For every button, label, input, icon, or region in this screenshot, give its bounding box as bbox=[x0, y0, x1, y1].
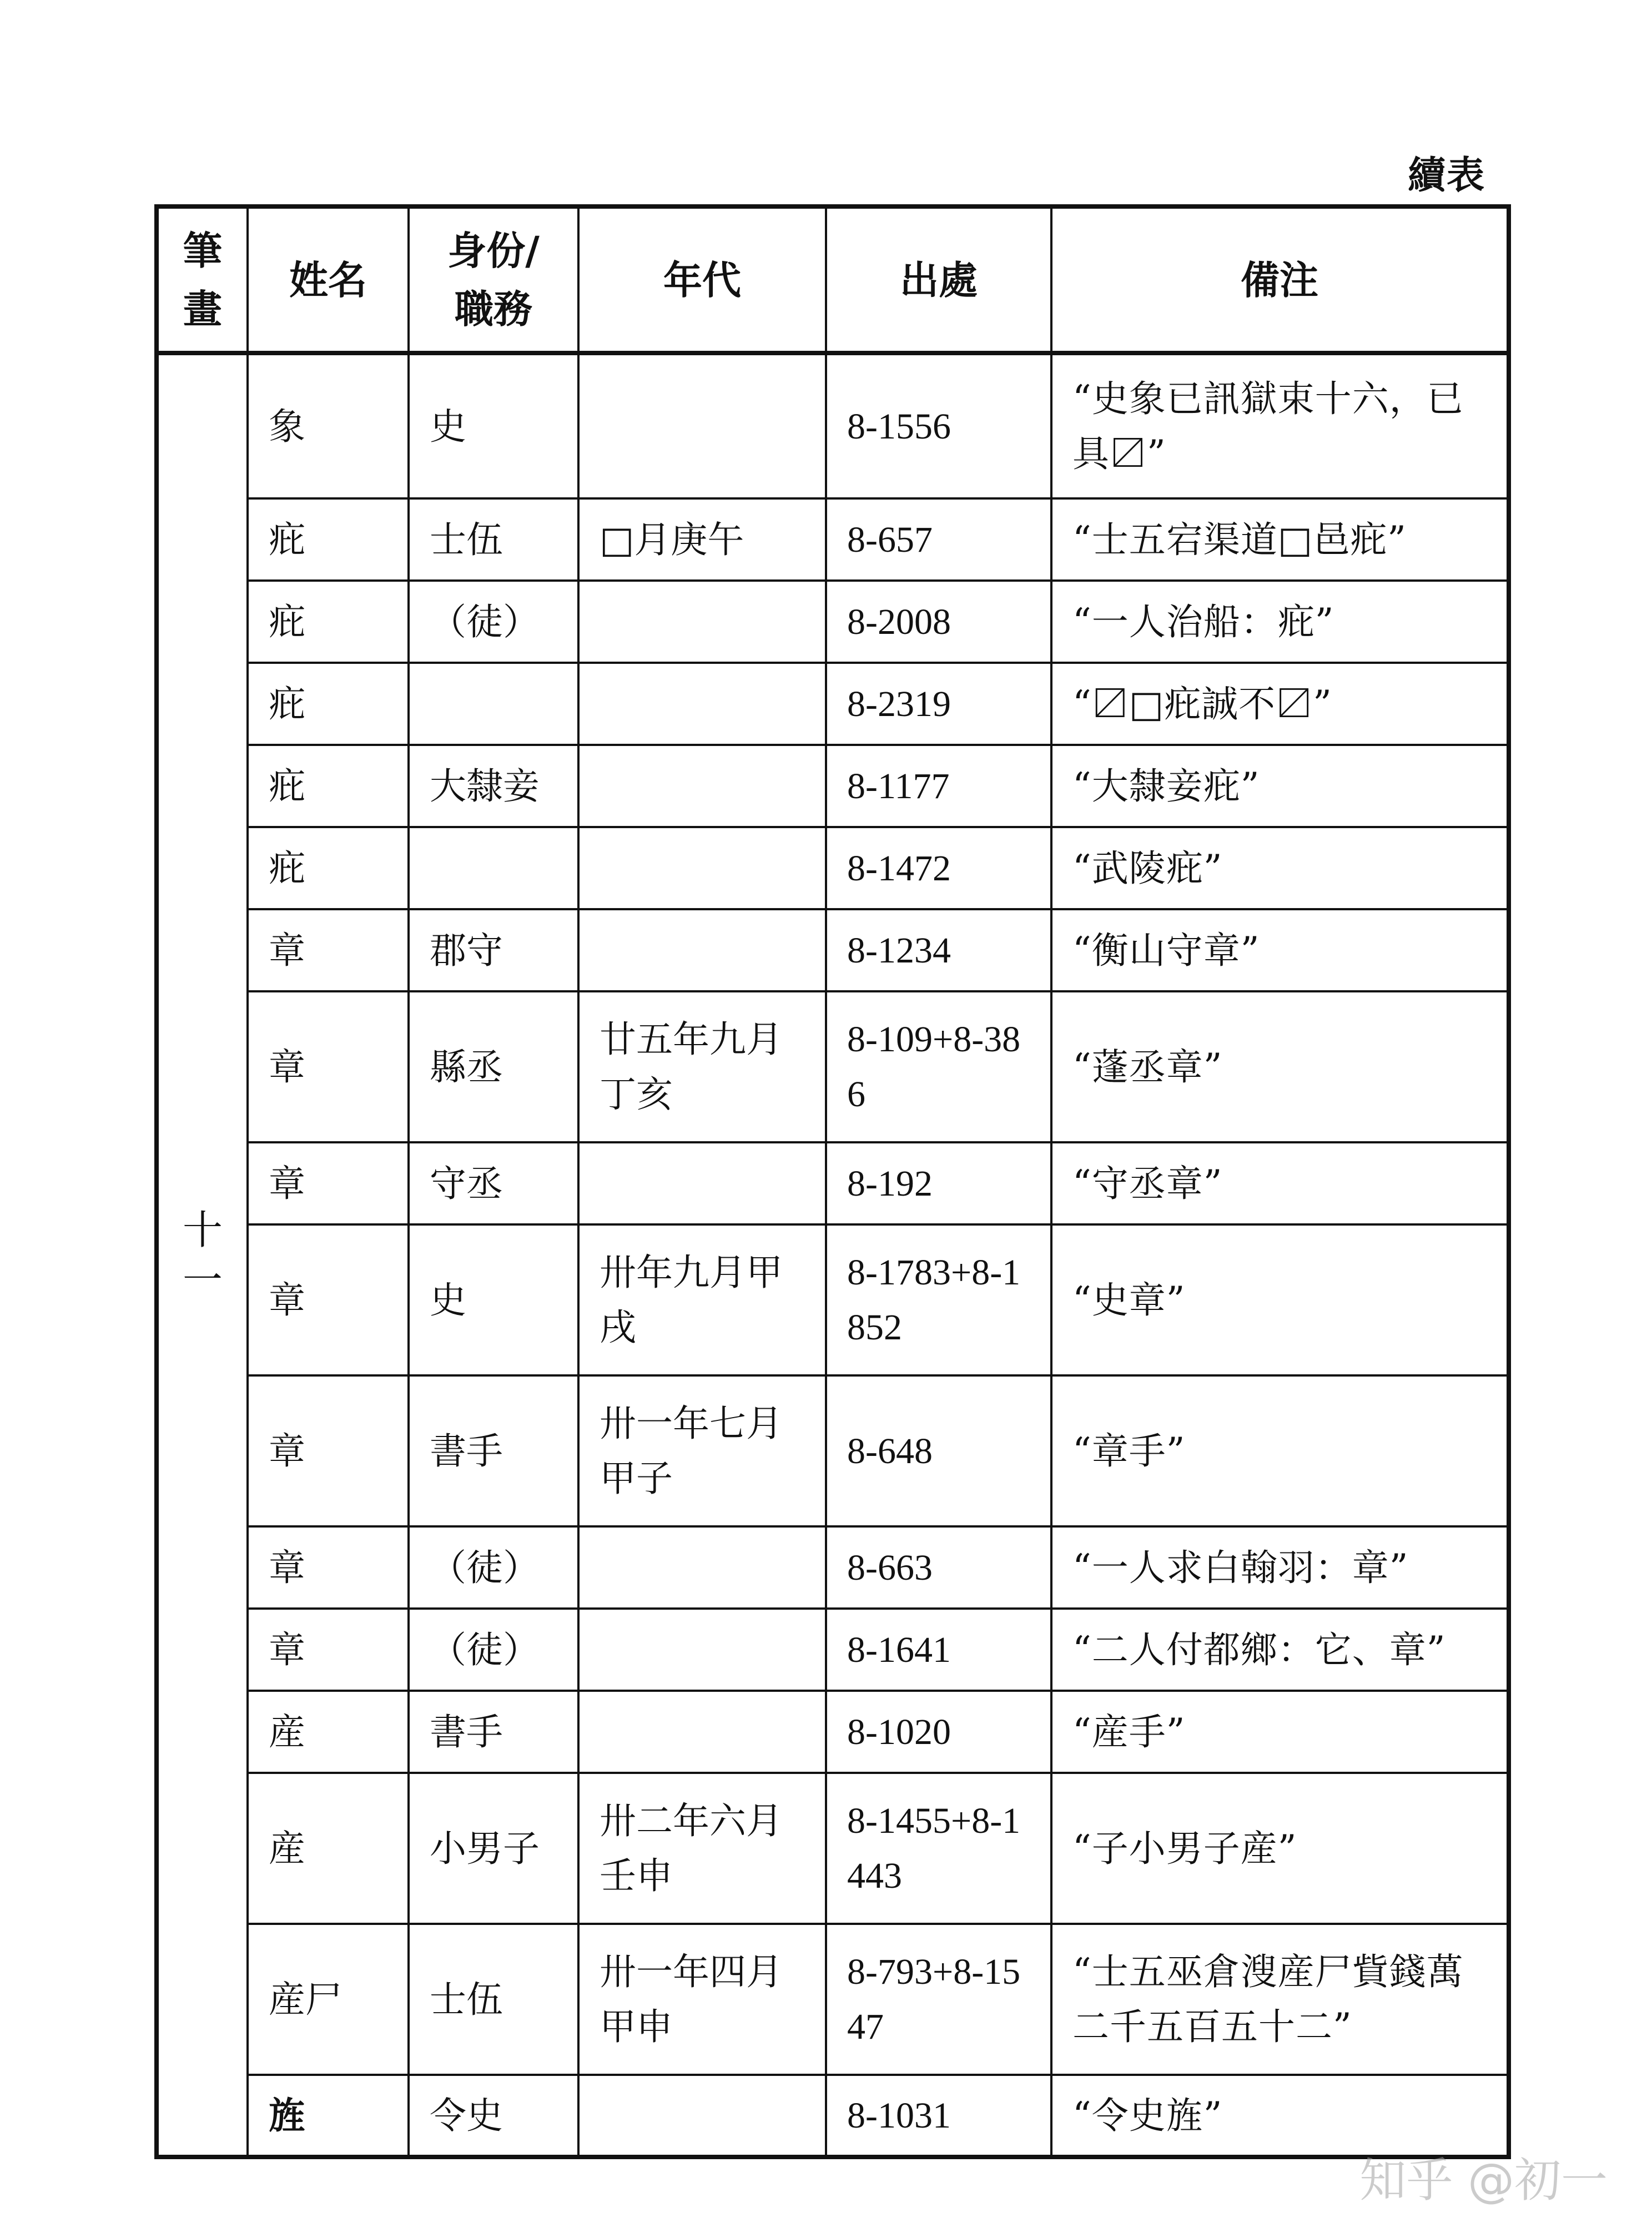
source-cell: 8-2008 bbox=[826, 581, 1051, 663]
table-row bbox=[157, 1142, 1509, 1224]
table-row bbox=[157, 827, 1509, 909]
remarks-cell: “一人求白翰羽：章” bbox=[1051, 1526, 1509, 1609]
identity-cell: 書手 bbox=[409, 1375, 578, 1526]
table-row bbox=[157, 1691, 1509, 1773]
remarks-cell: “蓬丞章” bbox=[1051, 991, 1509, 1142]
header-remarks: 備注 bbox=[1051, 206, 1509, 353]
name-cell: 章 bbox=[248, 1224, 409, 1375]
date-cell: □月庚午 bbox=[578, 498, 826, 581]
identity-cell: 書手 bbox=[409, 1691, 578, 1773]
identity-cell: 縣丞 bbox=[409, 991, 578, 1142]
remarks-cell: “子小男子産” bbox=[1051, 1773, 1509, 1924]
table-row bbox=[157, 581, 1509, 663]
header-identity: 身份/職務 bbox=[409, 206, 578, 353]
table-row bbox=[157, 1526, 1509, 1609]
source-cell: 8-2319 bbox=[826, 663, 1051, 745]
table-row bbox=[157, 1375, 1509, 1526]
name-cell: 象 bbox=[248, 353, 409, 498]
name-cell: 産尸 bbox=[248, 1924, 409, 2075]
identity-cell: 士伍 bbox=[409, 1924, 578, 2075]
stroke-count-cell bbox=[157, 353, 248, 2157]
source-cell: 8-1556 bbox=[826, 353, 1051, 498]
name-cell: 章 bbox=[248, 1526, 409, 1609]
source-cell: 8-1783+8-1852 bbox=[826, 1224, 1051, 1375]
source-cell: 8-1641 bbox=[826, 1609, 1051, 1691]
source-cell: 8-1234 bbox=[826, 909, 1051, 991]
name-cell: 疪 bbox=[248, 581, 409, 663]
table-row bbox=[157, 498, 1509, 581]
identity-cell: 士伍 bbox=[409, 498, 578, 581]
identity-cell: 小男子 bbox=[409, 1773, 578, 1924]
remarks-cell: “士五巫倉溲産尸貲錢萬二千五百五十二” bbox=[1051, 1924, 1509, 2075]
identity-cell: 史 bbox=[409, 353, 578, 498]
name-cell: 章 bbox=[248, 909, 409, 991]
name-cell: 疪 bbox=[248, 498, 409, 581]
date-cell bbox=[578, 2075, 826, 2157]
table-body bbox=[157, 353, 1509, 2157]
source-cell: 8-192 bbox=[826, 1142, 1051, 1224]
date-cell bbox=[578, 745, 826, 827]
source-cell: 8-1472 bbox=[826, 827, 1051, 909]
header-name: 姓名 bbox=[248, 206, 409, 353]
remarks-cell: “史章” bbox=[1051, 1224, 1509, 1375]
remarks-cell: “史象已訊獄束十六，已具〼” bbox=[1051, 353, 1509, 498]
name-cell: 疪 bbox=[248, 745, 409, 827]
remarks-cell: “士五宕渠道□邑疪” bbox=[1051, 498, 1509, 581]
identity-cell: 令史 bbox=[409, 2075, 578, 2157]
remarks-cell: “二人付都鄉：它、章” bbox=[1051, 1609, 1509, 1691]
identity-cell: （徒） bbox=[409, 581, 578, 663]
source-cell: 8-663 bbox=[826, 1526, 1051, 1609]
remarks-cell: “衡山守章” bbox=[1051, 909, 1509, 991]
watermark: 知乎 @初一 bbox=[1359, 2153, 1608, 2207]
remarks-cell: “〼□疪誠不〼” bbox=[1051, 663, 1509, 745]
header-date: 年代 bbox=[578, 206, 826, 353]
identity-cell: （徒） bbox=[409, 1526, 578, 1609]
source-cell: 8-657 bbox=[826, 498, 1051, 581]
date-cell bbox=[578, 1142, 826, 1224]
table-row bbox=[157, 663, 1509, 745]
date-cell bbox=[578, 909, 826, 991]
header-strokes: 筆畫 bbox=[157, 206, 248, 353]
source-cell: 8-1177 bbox=[826, 745, 1051, 827]
table-row bbox=[157, 1609, 1509, 1691]
identity-cell bbox=[409, 663, 578, 745]
remarks-cell: “産手” bbox=[1051, 1691, 1509, 1773]
date-cell bbox=[578, 1526, 826, 1609]
identity-cell: （徒） bbox=[409, 1609, 578, 1691]
date-cell bbox=[578, 353, 826, 498]
date-cell: 廿五年九月丁亥 bbox=[578, 991, 826, 1142]
name-cell: 疪 bbox=[248, 827, 409, 909]
table-row bbox=[157, 1924, 1509, 2075]
name-cell: 産 bbox=[248, 1773, 409, 1924]
table-row bbox=[157, 1773, 1509, 1924]
date-cell: 卅二年六月壬申 bbox=[578, 1773, 826, 1924]
name-cell: 産 bbox=[248, 1691, 409, 1773]
source-cell: 8-1020 bbox=[826, 1691, 1051, 1773]
table-row bbox=[157, 909, 1509, 991]
identity-cell: 史 bbox=[409, 1224, 578, 1375]
table-row bbox=[157, 1224, 1509, 1375]
name-cell: 章 bbox=[248, 1142, 409, 1224]
source-cell: 8-1031 bbox=[826, 2075, 1051, 2157]
identity-cell: 郡守 bbox=[409, 909, 578, 991]
source-cell: 8-1455+8-1443 bbox=[826, 1773, 1051, 1924]
date-cell bbox=[578, 663, 826, 745]
identity-cell: 大隸妾 bbox=[409, 745, 578, 827]
date-cell: 卅年九月甲戌 bbox=[578, 1224, 826, 1375]
remarks-cell: “大隸妾疪” bbox=[1051, 745, 1509, 827]
table-row bbox=[157, 2075, 1509, 2157]
date-cell bbox=[578, 827, 826, 909]
remarks-cell: “武陵疪” bbox=[1051, 827, 1509, 909]
header-row bbox=[157, 206, 1509, 353]
continued-label: 續表 bbox=[1407, 153, 1485, 198]
name-cell: 疪 bbox=[248, 663, 409, 745]
name-cell: 章 bbox=[248, 991, 409, 1142]
remarks-cell: “章手” bbox=[1051, 1375, 1509, 1526]
header-source: 出處 bbox=[826, 206, 1051, 353]
source-cell: 8-648 bbox=[826, 1375, 1051, 1526]
name-cell: 旌 bbox=[248, 2075, 409, 2157]
name-cell: 章 bbox=[248, 1609, 409, 1691]
name-index-table bbox=[154, 204, 1511, 2159]
name-cell: 章 bbox=[248, 1375, 409, 1526]
remarks-cell: “令史旌” bbox=[1051, 2075, 1509, 2157]
identity-cell bbox=[409, 827, 578, 909]
remarks-cell: “守丞章” bbox=[1051, 1142, 1509, 1224]
table-row bbox=[157, 353, 1509, 498]
remarks-cell: “一人治船：疪” bbox=[1051, 581, 1509, 663]
table-row bbox=[157, 745, 1509, 827]
date-cell bbox=[578, 1691, 826, 1773]
identity-cell: 守丞 bbox=[409, 1142, 578, 1224]
date-cell bbox=[578, 581, 826, 663]
source-cell: 8-793+8-1547 bbox=[826, 1924, 1051, 2075]
stroke-count-value: 十一 bbox=[183, 1207, 223, 1303]
date-cell: 卅一年七月甲子 bbox=[578, 1375, 826, 1526]
date-cell bbox=[578, 1609, 826, 1691]
table-row bbox=[157, 991, 1509, 1142]
date-cell: 卅一年四月甲申 bbox=[578, 1924, 826, 2075]
source-cell: 8-109+8-386 bbox=[826, 991, 1051, 1142]
